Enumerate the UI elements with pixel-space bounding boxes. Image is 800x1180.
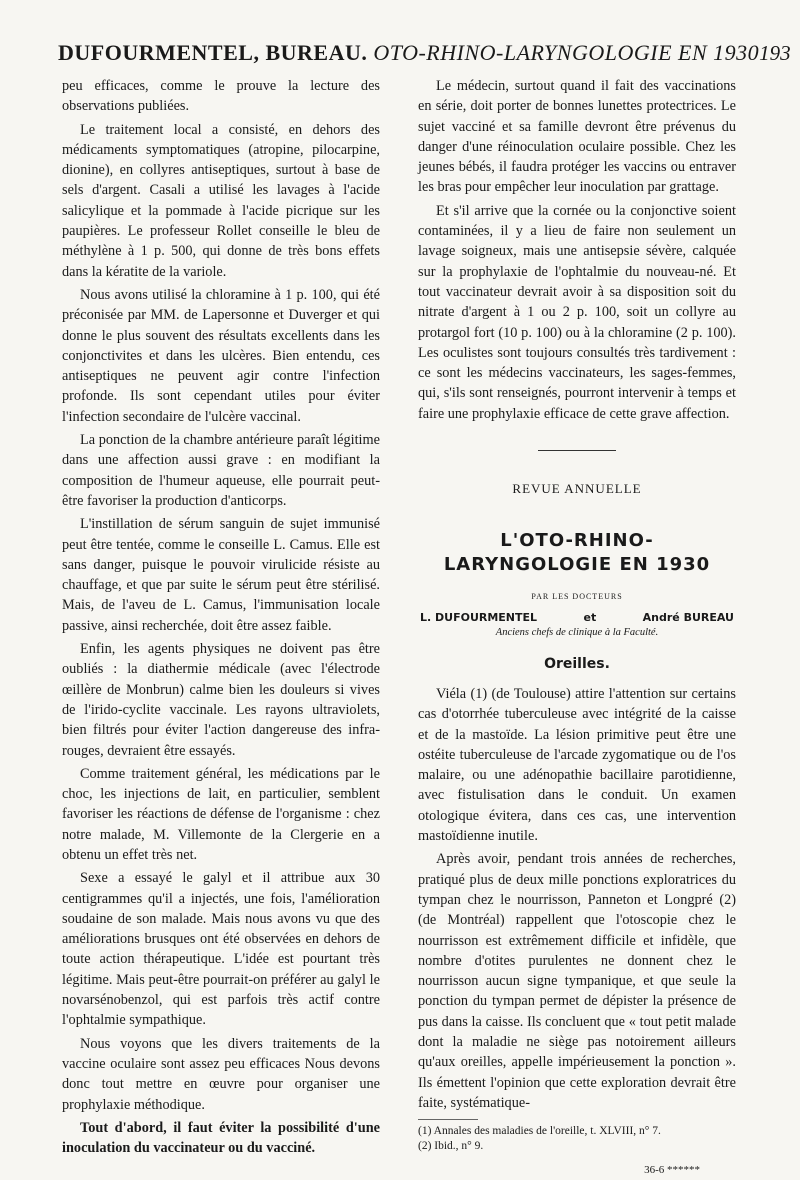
article-title-line: L'OTO-RHINO- [500, 530, 654, 552]
paragraph: Tout d'abord, il faut éviter la possibilité d'une inoculation du vaccinateur ou du vacciné. [62, 1119, 380, 1157]
byline-label: PAR LES DOCTEURS [531, 592, 623, 602]
author-name: André BUREAU [642, 610, 734, 624]
header-authors: DUFOURMENTEL, BUREAU. [58, 40, 368, 65]
running-title [58, 40, 759, 66]
print-code: 36-6 ****** [644, 1164, 700, 1177]
footnote: (2) Ibid., n° 9. [418, 1140, 484, 1153]
section-divider [538, 450, 616, 451]
paragraph: La ponction de la chambre antérieure paraît légitime dans une affection aussi grave : en modifiant la composition de l'humeur aqueuse, elle pourrait peut-être favoriser la production d'anticorps. [62, 432, 380, 509]
paragraph: L'instillation de sérum sanguin de sujet immunisé peut être tentée, comme le conseille L. Camus. Elle est sans danger, puisque le pouvoir virulicide résiste au chauffage, et que par suite le sérum peut être stérilisé. Mais, de l'aveu de L. Camus, l'immunisation locale passive, ainsi recherchée, doit être assez faible. [62, 516, 380, 634]
page-number: 193 [759, 41, 791, 65]
paragraph: Comme traitement général, les médications par le choc, les injections de lait, en particulier, semblent favoriser les réactions de défense de l'organisme : chez notre malade, M. Villemonte de la Clergerie en a obtenu un effet très net. [62, 765, 380, 863]
right-column [418, 76, 736, 1180]
author-conjunction: et [583, 610, 597, 624]
paragraph: Le médecin, surtout quand il fait des vaccinations en série, doit porter de bonnes lunettes protectrices. Le sujet vacciné et sa famille devront être prévenus du danger d'une réinoculation oculaire possible. Chez les jeunes bébés, il faudra protéger les vaccins ou entraver les bras pour empêcher leur inoculation par grattage. [418, 78, 736, 196]
article-title [418, 529, 736, 577]
section-heading: Oreilles. [544, 655, 610, 672]
article-title-line: LARYNGOLOGIE EN 1930 [443, 554, 711, 576]
affiliation: Anciens chefs de clinique à la Faculté. [495, 626, 659, 638]
footnote: (1) Annales des maladies de l'oreille, t. XLVIII, n° 7. [418, 1125, 661, 1138]
author-name: L. DUFOURMENTEL [420, 610, 538, 624]
paragraph: Viéla (1) (de Toulouse) attire l'attention sur certains cas d'otorrhée tuberculeuse avec intégrité de la caisse et de la mastoïde. La lésion primitive peut être une ostéite tuberculeuse de l'arcade zygomatique ou de l'os malaire, ou une adénopathie bacillaire parotidienne, avec fistulisation dans le conduit. Un examen otologique évitera, dans ces cas, une intervention mastoïdienne inutile. [418, 685, 736, 845]
revue-label: REVUE ANNUELLE [512, 481, 642, 497]
paragraph: Le traitement local a consisté, en dehors des médicaments symptomatiques (atropine, pilocarpine, dionine), en collyres antiseptiques, surtout à base de sels d'argent. Casali a utilisé les lavages à l'acide salicylique et la pommade à l'acide picrique sur les paupières. Le professeur Rollet conseille le bleu de méthylène à 1 p. 500, qui donne de très bons effets dans la kératite de la variole. [62, 121, 380, 280]
paragraph: Nous avons utilisé la chloramine à 1 p. 100, qui été préconisée par MM. de Lapersonne et Duverger et qui donne le plus souvent des résultats excellents dans les conjonctivites et dans les ulcères. Bien entendu, ces antiseptiques ne peuvent agir contre l'infection profonde. Ils sont cependant utiles pour éviter l'infection secondaire de l'ulcère vaccinal. [62, 286, 380, 425]
authors-line [418, 610, 736, 626]
running-header [58, 40, 791, 74]
paragraph: Nous voyons que les divers traitements de la vaccine oculaire sont assez peu efficaces Nous devons donc tout mettre en œuvre pour organiser une prophylaxie méthodique. [62, 1035, 380, 1113]
paragraph: Sexe a essayé le galyl et il attribue aux 30 centigrammes qu'il a injectés, une fois, l'amélioration soudaine de son malade. Mais nous avons vu que des améliorations brusques ont été observées en dehors de toute action thérapeutique. L'idée est pourtant très légitime. Mais peut-être pourrait-on préférer au galyl le novarsénobenzol, qui est parfois très actif contre l'ophtalmie sympathique. [62, 870, 380, 1029]
footnotes [418, 1124, 736, 1154]
header-journal: OTO-RHINO-LARYNGOLOGIE EN 1930 [373, 40, 760, 65]
paragraph: Et s'il arrive que la cornée ou la conjonctive soient contaminées, il y a lieu de faire non seulement un lavage soigneux, mais une antisepsie sévère, calquée sur la prophylaxie de l'ophtalmie du nouveau-né. Et tout vaccinateur devrait avoir à sa disposition soit du nitrate d'argent à 1 ou 2 p. 100, soit un collyre au protargol fort (10 p. 100) ou à la chloramine (2 p. 100). Les oculistes sont toujours consultés très tardivement : ce sont les médecins vaccinateurs, les sages-femmes, qui, s'ils sont renseignés, pourront intervenir à temps et faire une prophylaxie efficace de cette grave affection. [418, 202, 736, 422]
paragraph: peu efficaces, comme le prouve la lecture des observations publiées. [62, 78, 380, 115]
left-column [62, 76, 380, 1161]
paragraph: Enfin, les agents physiques ne doivent pas être oubliés : la diathermie médicale (avec l'électrode œillère de Monbrun) calme bien les douleurs si vives de l'irido-cyclite vaccinale. Les rayons ultraviolets, bien filtrés pour éviter l'action dangereuse des infra-rouges, devraient être essayés. [62, 641, 380, 759]
paragraph: Après avoir, pendant trois années de recherches, pratiqué plus de deux mille ponctions exploratrices du tympan chez le nourrisson, Panneton et Longpré (2) (de Montréal) rappellent que l'otoscopie chez le nourrisson est extrêmement difficile et infidèle, que nombre d'otites purulentes ne donnent chez le nourrisson aucun signe tympanique, et que seule la ponction du tympan permet de dépister la présence de pus dans la caisse. Ils concluent que « tout petit malade dont la maladie ne siège pas notoirement ailleurs qu'aux oreilles, appelle impérieusement la ponction ». Ils émettent l'opinion que cette exploration devrait être faite, systématique- [418, 851, 736, 1111]
